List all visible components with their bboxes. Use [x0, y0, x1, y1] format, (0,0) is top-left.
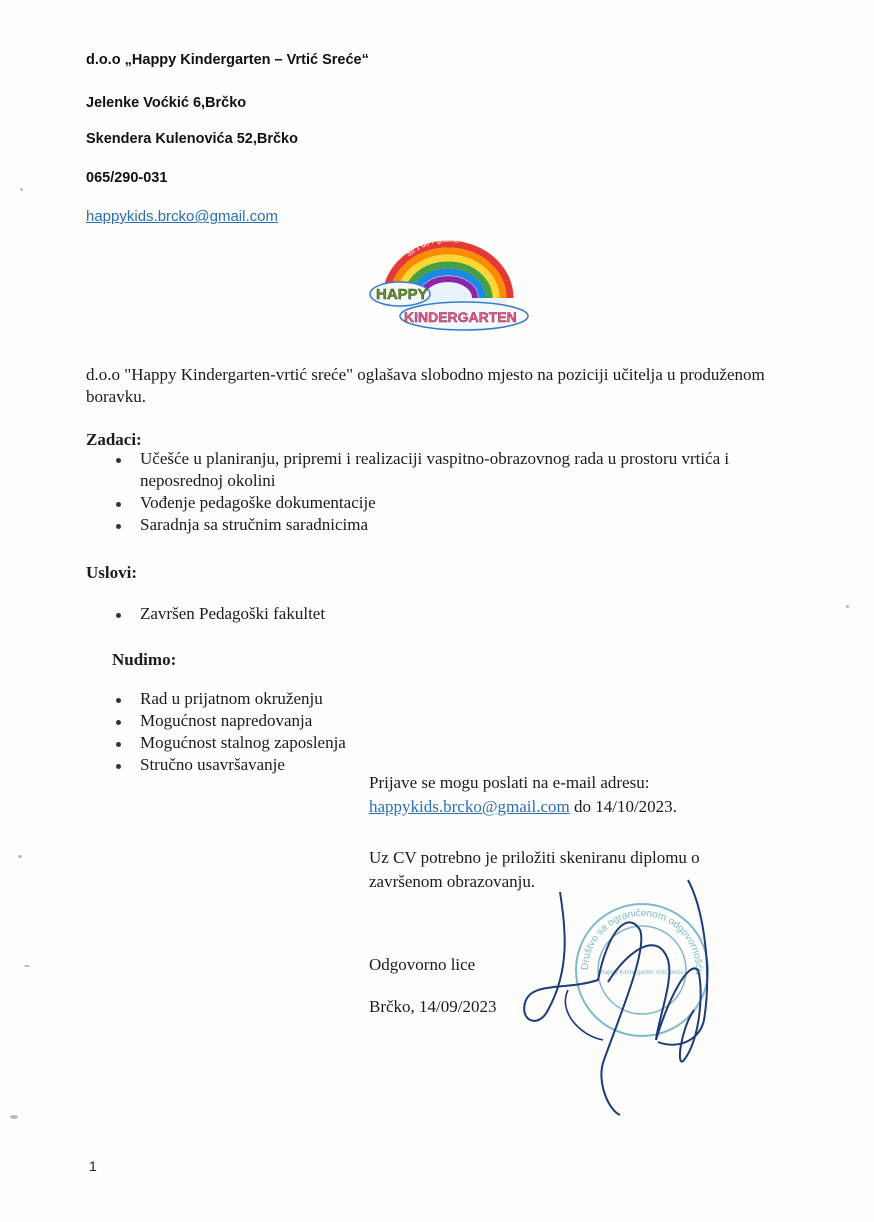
cv-note: Uz CV potrebno je priložiti skeniranu diplomu o završenom obrazovanju.: [369, 848, 700, 891]
list-item: Završen Pedagoški fakultet: [112, 603, 712, 625]
header-email-link[interactable]: happykids.brcko@gmail.com: [86, 208, 278, 225]
scan-speck: [846, 605, 849, 608]
logo-word-happy: HAPPY: [376, 286, 428, 303]
company-name: d.o.o „Happy Kindergarten – Vrtić Sreće“: [86, 52, 369, 68]
scan-speck: [20, 188, 23, 191]
place-date: Brčko, 14/09/2023: [369, 997, 497, 1016]
conditions-list: [112, 603, 712, 625]
intro-paragraph: d.o.o "Happy Kindergarten-vrtić sreće" oglašava slobodno mjesto na poziciji učitelja u produženom boravku.: [86, 365, 765, 406]
conditions-heading: Uslovi:: [86, 563, 137, 582]
logo-arc-text: od 1 do 7 godina: [406, 236, 459, 259]
offer-heading: Nudimo:: [112, 650, 177, 669]
signature: [508, 870, 728, 1120]
scan-speck: [24, 965, 30, 967]
responsible-person: Odgovorno lice: [369, 955, 476, 974]
tasks-heading: Zadaci:: [86, 430, 142, 449]
application-email-link[interactable]: happykids.brcko@gmail.com: [369, 797, 570, 816]
address-line-2: Skendera Kulenovića 52,Brčko: [86, 131, 298, 147]
offer-list: [112, 688, 712, 776]
kindergarten-logo: [360, 236, 532, 342]
list-item: Stručno usavršavanje: [112, 754, 712, 776]
page-number: 1: [89, 1158, 97, 1174]
list-item: Mogućnost stalnog zaposlenja: [112, 732, 712, 754]
list-item: Rad u prijatnom okruženju: [112, 688, 712, 710]
scan-speck: [10, 1115, 18, 1119]
list-item: Saradnja sa stručnim saradnicima: [112, 514, 812, 536]
stamp-ring-text: Društvo sa ograničenom odgovornošću: [579, 907, 705, 975]
list-item: Mogućnost napredovanja: [112, 710, 712, 732]
tasks-list: [112, 448, 812, 536]
application-deadline: do 14/10/2023.: [569, 797, 677, 816]
phone-number: 065/290-031: [86, 170, 168, 186]
list-item: Učešće u planiranju, pripremi i realizaciji vaspitno-obrazovnog rada u prostoru vrtića i neposrednoj okolini: [112, 448, 812, 492]
application-line: Prijave se mogu poslati na e-mail adresu:: [369, 773, 650, 792]
scan-speck: [18, 855, 22, 858]
logo-word-kindergarten: KINDERGARTEN: [404, 309, 517, 325]
stamp-center-text: Happy Kindergarten Vrtić sreće: [600, 970, 684, 976]
list-item: Vođenje pedagoške dokumentacije: [112, 492, 812, 514]
address-line-1: Jelenke Voćkić 6,Brčko: [86, 95, 247, 111]
application-info: [369, 771, 677, 819]
application-email-line: [369, 795, 677, 819]
